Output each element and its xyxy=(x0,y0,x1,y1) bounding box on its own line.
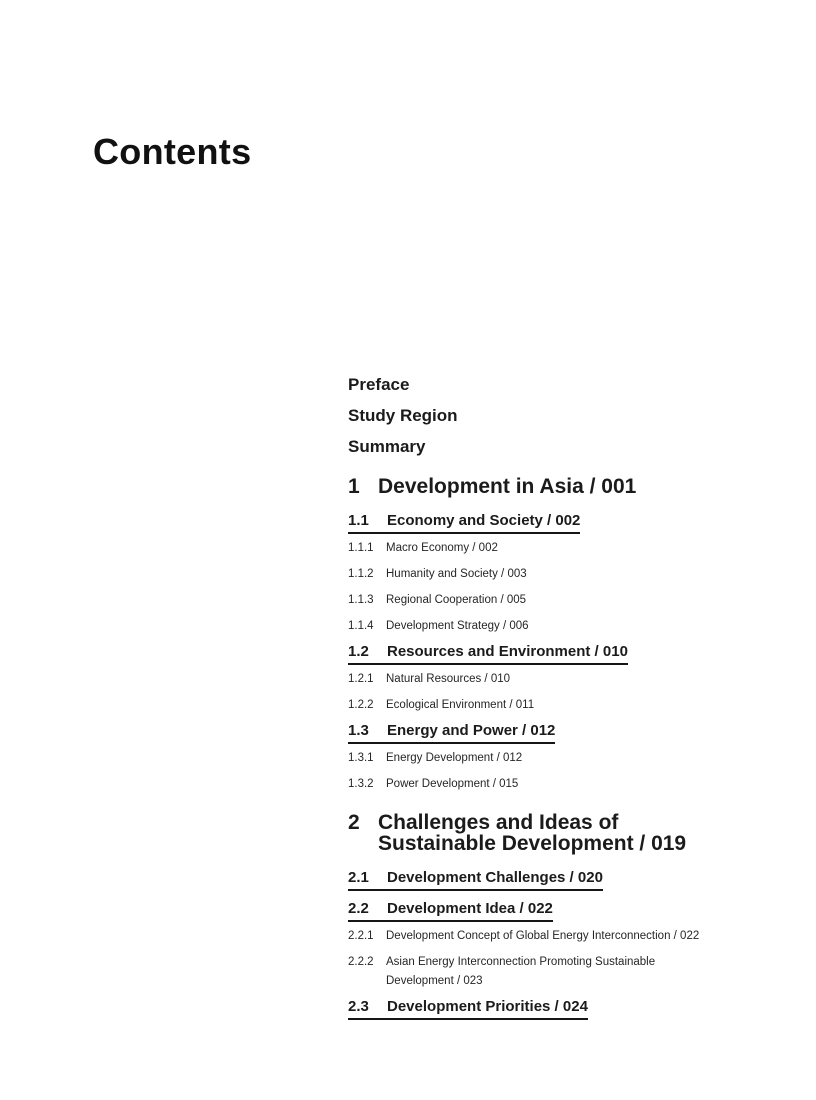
toc-entry xyxy=(348,812,788,854)
toc-entry-number: 1 xyxy=(348,475,360,498)
toc-entry-title xyxy=(387,511,580,530)
toc-entry xyxy=(348,374,788,396)
toc-entry xyxy=(348,899,788,922)
toc-entry-line: Preface xyxy=(348,375,410,394)
toc-entry-inner xyxy=(348,436,425,458)
toc-entry-inner xyxy=(348,749,522,768)
toc-entry-inner xyxy=(348,953,655,991)
toc-entry-number: 2.1 xyxy=(348,869,369,886)
toc-entry-number: 1.1 xyxy=(348,512,369,529)
toc-entry-number: 1.2 xyxy=(348,643,369,660)
toc-entry-number: 2.2 xyxy=(348,900,369,917)
toc-entry-inner xyxy=(348,511,580,534)
toc-entry-line: Energy and Power / 012 xyxy=(387,722,556,739)
toc-entry-title xyxy=(386,953,655,991)
toc-entry-line: Ecological Environment / 011 xyxy=(386,699,535,711)
toc-entry-line: Development Idea / 022 xyxy=(387,900,553,917)
toc-entry-inner xyxy=(348,899,553,922)
toc-entry-line: Development Strategy / 006 xyxy=(386,620,529,632)
toc-entry-inner xyxy=(348,539,498,558)
toc-entry-line: Regional Cooperation / 005 xyxy=(386,594,527,606)
toc-entry-line: Development Priorities / 024 xyxy=(387,998,588,1015)
toc-entry-inner xyxy=(348,476,636,497)
toc-entry-number: 2 xyxy=(348,811,360,834)
toc-entry-line: Energy Development / 012 xyxy=(386,752,523,764)
toc-entry-line: Economy and Society / 002 xyxy=(387,512,581,529)
toc-entry-line: Humanity and Society / 003 xyxy=(386,568,527,580)
toc-entry-line: Asian Energy Interconnection Promoting Sustainable xyxy=(386,956,656,968)
toc-entry-title xyxy=(386,670,510,689)
toc-entry-line: Macro Economy / 002 xyxy=(386,542,498,554)
toc-entry xyxy=(348,476,788,497)
toc-entry-title xyxy=(386,749,522,768)
toc-entry-number: 2.2.1 xyxy=(348,930,374,942)
toc-entry-title xyxy=(348,374,409,396)
toc-entry-title xyxy=(348,436,425,458)
toc-entry-title xyxy=(387,899,553,918)
toc-entry-title xyxy=(387,721,555,740)
toc-entry-line: Development in Asia / 001 xyxy=(378,475,637,498)
toc-entry xyxy=(348,670,788,689)
toc-entry-inner xyxy=(348,812,686,854)
toc-entry xyxy=(348,696,788,715)
toc-entry-inner xyxy=(348,591,526,610)
toc-entry-number: 2.3 xyxy=(348,998,369,1015)
toc-entry-title xyxy=(348,405,458,427)
toc-entry xyxy=(348,721,788,744)
toc-entry-number: 1.3.1 xyxy=(348,752,374,764)
toc-entry xyxy=(348,749,788,768)
toc-entry-inner xyxy=(348,927,699,946)
toc-entry xyxy=(348,405,788,427)
toc-entry-line: Summary xyxy=(348,437,426,456)
toc-entry-number: 1.1.4 xyxy=(348,620,374,632)
toc-entry-line: Development / 023 xyxy=(386,975,483,987)
toc-entry-number: 2.2.2 xyxy=(348,956,374,968)
toc-entry-inner xyxy=(348,642,628,665)
toc-entry-line: Development Concept of Global Energy Interconnection / 022 xyxy=(386,930,700,942)
toc-entry xyxy=(348,642,788,665)
toc-entry-title xyxy=(386,591,526,610)
toc-entry-title xyxy=(387,868,603,887)
toc-entry-number: 1.3.2 xyxy=(348,778,374,790)
toc-entry-title xyxy=(387,997,588,1016)
toc-entry-inner xyxy=(348,696,534,715)
toc-entry xyxy=(348,511,788,534)
toc-entry-number: 1.2.1 xyxy=(348,673,374,685)
toc-entry-title xyxy=(386,539,498,558)
toc-entry xyxy=(348,565,788,584)
toc-entry-title xyxy=(386,617,529,636)
toc-entry xyxy=(348,436,788,458)
toc-entry-title xyxy=(387,642,628,661)
toc-entry-inner xyxy=(348,775,518,794)
toc-entry xyxy=(348,953,788,991)
page-title: Contents xyxy=(93,131,252,172)
toc-entry-number: 1.1.1 xyxy=(348,542,374,554)
toc-entry-inner xyxy=(348,670,510,689)
toc-entry-title xyxy=(386,775,518,794)
toc-entry xyxy=(348,591,788,610)
toc-entry-line: Sustainable Development / 019 xyxy=(378,832,687,855)
toc-entry-inner xyxy=(348,374,409,396)
toc-entry-line: Challenges and Ideas of xyxy=(378,811,619,834)
toc-entry xyxy=(348,775,788,794)
toc-entry-inner xyxy=(348,405,458,427)
toc-entry xyxy=(348,617,788,636)
toc-entry-inner xyxy=(348,565,527,584)
toc-entry xyxy=(348,927,788,946)
toc-entry-inner xyxy=(348,997,588,1020)
toc-entry-line: Study Region xyxy=(348,406,458,425)
toc-entry-inner xyxy=(348,617,529,636)
toc-entry-line: Resources and Environment / 010 xyxy=(387,643,628,660)
toc-entry xyxy=(348,997,788,1020)
toc xyxy=(348,374,788,1020)
toc-entry-number: 1.1.2 xyxy=(348,568,374,580)
toc-entry-title xyxy=(386,696,534,715)
toc-entry-title xyxy=(378,476,636,497)
toc-entry-number: 1.1.3 xyxy=(348,594,374,606)
toc-entry-title xyxy=(386,927,699,946)
toc-entry-title xyxy=(378,812,686,854)
toc-entry-line: Development Challenges / 020 xyxy=(387,869,603,886)
toc-entry-inner xyxy=(348,721,555,744)
toc-entry-number: 1.3 xyxy=(348,722,369,739)
toc-entry-inner xyxy=(348,868,603,891)
toc-entry-line: Power Development / 015 xyxy=(386,778,519,790)
toc-entry-number: 1.2.2 xyxy=(348,699,374,711)
toc-entry-title xyxy=(386,565,527,584)
toc-entry-line: Natural Resources / 010 xyxy=(386,673,511,685)
toc-entry xyxy=(348,539,788,558)
toc-entry xyxy=(348,868,788,891)
